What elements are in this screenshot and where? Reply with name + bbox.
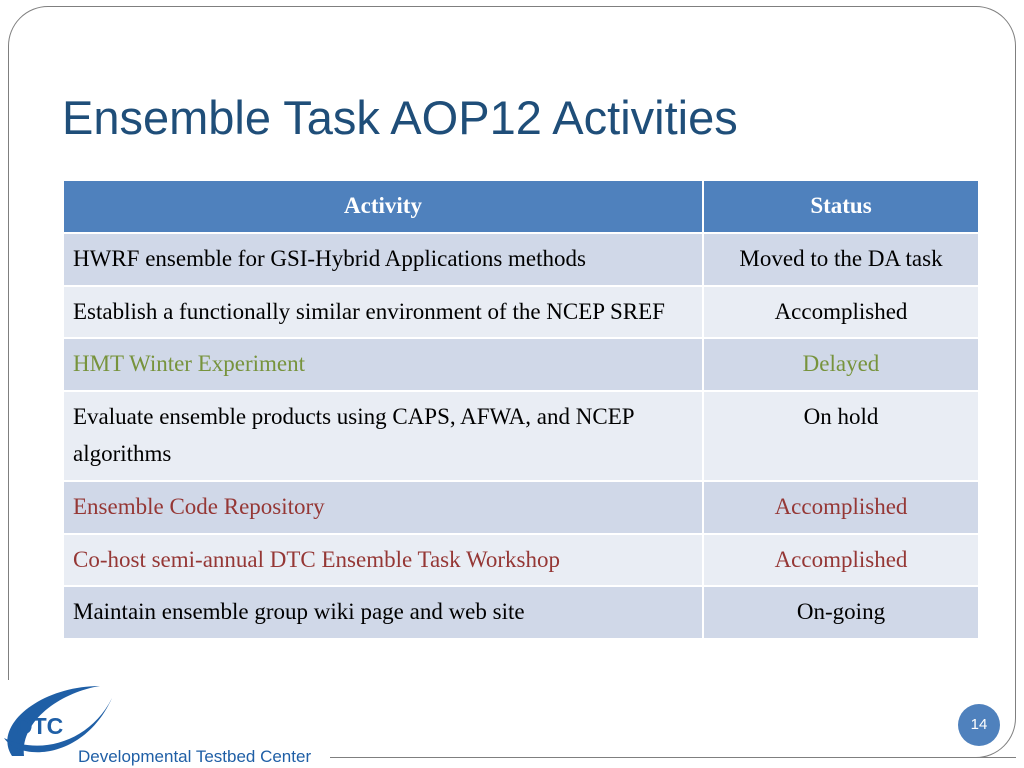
table-row bbox=[63, 481, 979, 534]
table-header-row bbox=[63, 180, 979, 233]
table-row bbox=[63, 391, 979, 481]
activity-cell: Maintain ensemble group wiki page and web site bbox=[63, 586, 703, 639]
status-cell: On hold bbox=[703, 391, 979, 481]
activity-cell: HMT Winter Experiment bbox=[63, 338, 703, 391]
activity-table bbox=[62, 179, 980, 640]
table-row bbox=[63, 534, 979, 587]
status-cell: Accomplished bbox=[703, 481, 979, 534]
activity-cell: Establish a functionally similar environment of the NCEP SREF bbox=[63, 286, 703, 339]
page-number-badge: 14 bbox=[958, 704, 1000, 746]
activity-cell: Ensemble Code Repository bbox=[63, 481, 703, 534]
status-cell: Moved to the DA task bbox=[703, 233, 979, 286]
status-cell: On-going bbox=[703, 586, 979, 639]
activity-cell: HWRF ensemble for GSI-Hybrid Applications methods bbox=[63, 233, 703, 286]
footer-divider bbox=[330, 757, 1016, 758]
org-name: Developmental Testbed Center bbox=[78, 747, 312, 766]
status-cell: Delayed bbox=[703, 338, 979, 391]
activity-cell: Evaluate ensemble products using CAPS, AFWA, and NCEP algorithms bbox=[63, 391, 703, 481]
table-row bbox=[63, 586, 979, 639]
header-activity: Activity bbox=[63, 180, 703, 233]
logo-text: DTC bbox=[16, 713, 64, 739]
table-row bbox=[63, 338, 979, 391]
status-cell: Accomplished bbox=[703, 286, 979, 339]
status-cell: Accomplished bbox=[703, 534, 979, 587]
slide-title: Ensemble Task AOP12 Activities bbox=[62, 91, 738, 144]
header-status: Status bbox=[703, 180, 979, 233]
table-row bbox=[63, 286, 979, 339]
activity-cell: Co-host semi-annual DTC Ensemble Task Workshop bbox=[63, 534, 703, 587]
table-row bbox=[63, 233, 979, 286]
